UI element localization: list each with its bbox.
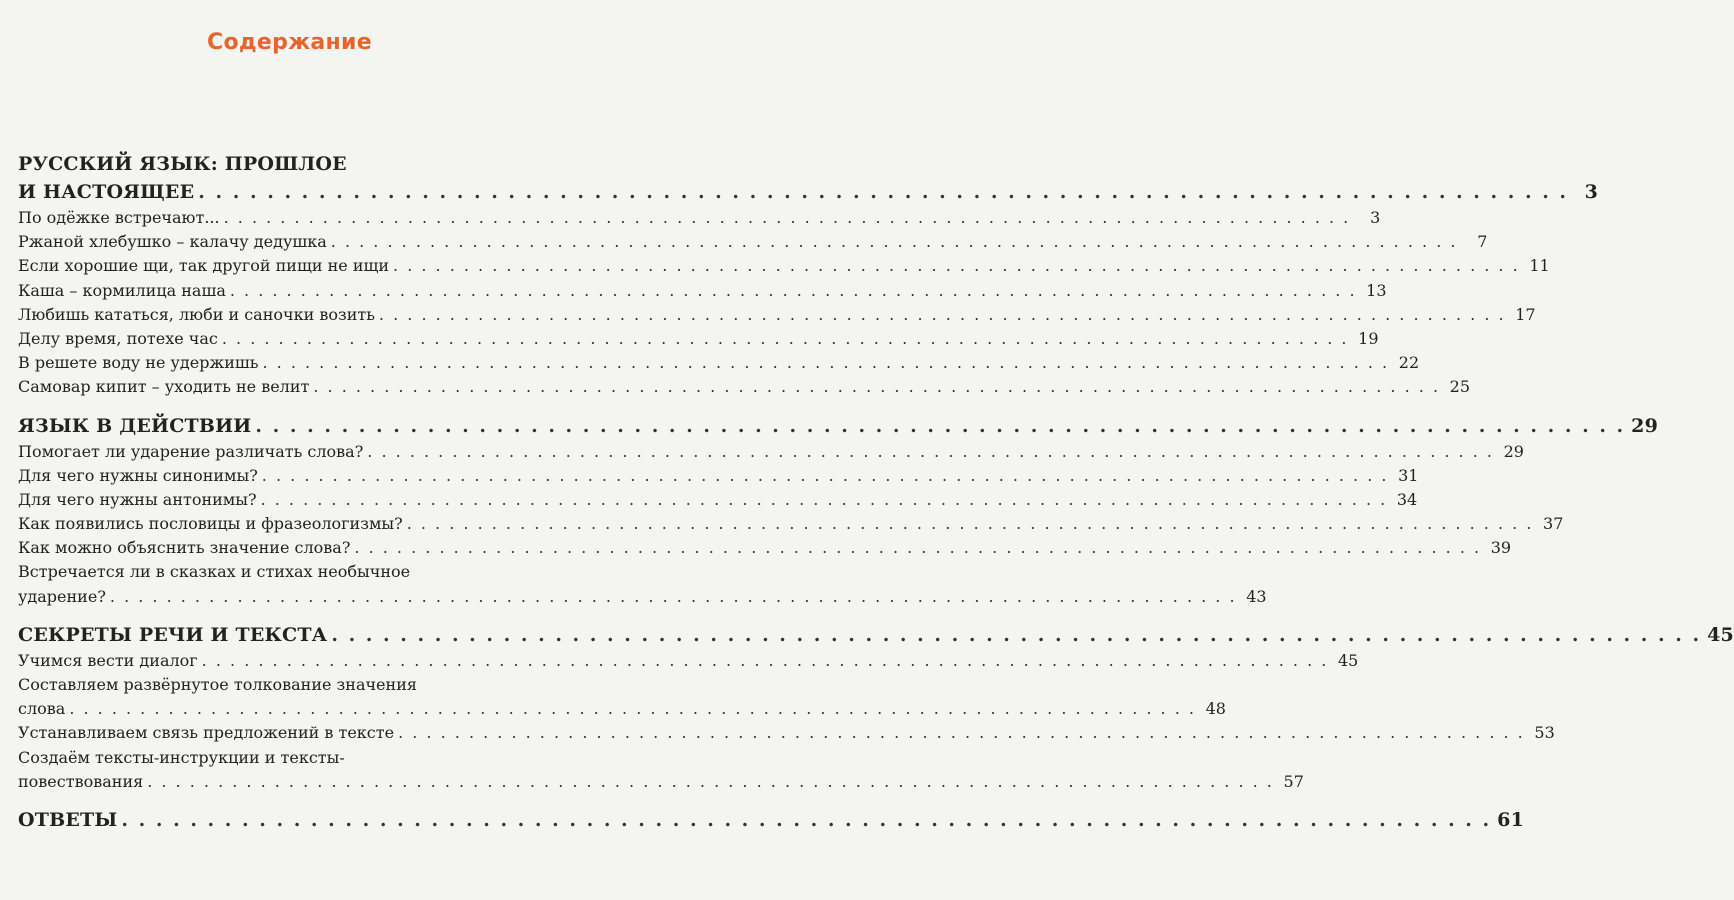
toc-item-page: 37 <box>1543 514 1564 534</box>
toc-item-text: ударение? <box>18 586 106 606</box>
toc-item[interactable] <box>18 279 1387 303</box>
toc-item[interactable] <box>18 327 1379 351</box>
toc-item[interactable] <box>18 440 1524 464</box>
leader-dots: . . . . . . . . . . . . . . . . . . . . . . . . . . . . . . . . . . . . . . . . . . . . . . . . . . . . . . . . . . . . . . . . . . . . . . . . . . . . . . . . <box>393 256 1520 276</box>
toc-item-text: В решете воду не удержишь <box>18 353 259 373</box>
leader-dots: . . . . . . . . . . . . . . . . . . . . . . . . . . . . . . . . . . . . . . . . . . . . . . . . . . . . . . . . . . . . . . . . . . . . . . . . . . . . . . . . <box>121 808 1492 831</box>
page-title: Содержание <box>207 30 372 55</box>
toc-item-page: 34 <box>1396 489 1418 509</box>
toc-item-page: 31 <box>1398 465 1419 485</box>
toc-item[interactable] <box>18 303 1536 327</box>
leader-dots: . . . . . . . . . . . . . . . . . . . . . . . . . . . . . . . . . . . . . . . . . . . . . . . . . . . . . . . . . . . . . . . . . . . . . . . . . . . . . . . . <box>262 353 1390 373</box>
toc-item-text: слова <box>18 699 66 719</box>
toc-item-page: 13 <box>1366 280 1387 300</box>
toc-item[interactable] <box>18 512 1564 536</box>
leader-dots: . . . . . . . . . . . . . . . . . . . . . . . . . . . . . . . . . . . . . . . . . . . . . . . . . . . . . . . . . . . . . . . . . . . . . . . . . . . . . . . . <box>201 650 1329 670</box>
toc-item-text: Самовар кипит – уходить не велит <box>18 377 310 397</box>
section-title-text: РУССКИЙ ЯЗЫК: ПРОШЛОЕ <box>18 153 347 175</box>
toc-item-page: 48 <box>1205 699 1226 719</box>
leader-dots: . . . . . . . . . . . . . . . . . . . . . . . . . . . . . . . . . . . . . . . . . . . . . . . . . . . . . . . . . . . . . . . . . . . . . . . . . . . . . . . . <box>261 465 1389 485</box>
toc-item[interactable] <box>18 721 1555 745</box>
toc-item[interactable] <box>18 697 1226 721</box>
leader-dots: . . . . . . . . . . . . . . . . . . . . . . . . . . . . . . . . . . . . . . . . . . . . . . . . . . . . . . . . . . . . . . . . . . . . . . . . . . . . . . . . <box>378 304 1506 324</box>
section-title[interactable] <box>18 412 1659 440</box>
leader-dots: . . . . . . . . . . . . . . . . . . . . . . . . . . . . . . . . . . . . . . . . . . . . . . . . . . . . . . . . . . . . . . . . . . . . . . . . . . . . . . . . <box>367 441 1494 461</box>
table-of-contents <box>18 150 1734 834</box>
toc-item-page: 3 <box>1370 208 1381 227</box>
leader-dots: . . . . . . . . . . . . . . . . . . . . . . . . . . . . . . . . . . . . . . . . . . . . . . . . . . . . . . . . . . . . . . . . . . . . . . . . . . . . . . . . <box>313 377 1441 397</box>
leader-dots: . . . . . . . . . . . . . . . . . . . . . . . . . . . . . . . . . . . . . . . . . . . . . . . . . . . . . . . . . . . . . . . . . . . . . . . . . . . . . . . . <box>331 623 1702 646</box>
leader-dots: . . . . . . . . . . . . . . . . . . . . . . . . . . . . . . . . . . . . . . . . . . . . . . . . . . . . . . . . . . . . . . . . . . . . . . . . . . . . . . . . <box>223 208 1351 227</box>
section-title-page: 61 <box>1497 808 1524 831</box>
section-title-text: ОТВЕТЫ <box>18 808 118 831</box>
leader-dots: . . . . . . . . . . . . . . . . . . . . . . . . . . . . . . . . . . . . . . . . . . . . . . . . . . . . . . . . . . . . . . . . . . . . . . . . . . . . . . . . <box>109 586 1237 606</box>
toc-item[interactable] <box>18 206 1381 230</box>
toc-item[interactable] <box>18 649 1359 673</box>
toc-item-text: Любишь кататься, люби и саночки возить <box>18 304 375 324</box>
toc-item[interactable] <box>18 770 1304 794</box>
toc-item-text: Делу время, потехе час <box>18 328 218 348</box>
section-title[interactable] <box>18 178 1599 206</box>
section-title[interactable] <box>18 621 1734 649</box>
toc-item-text: Устанавливаем связь предложений в тексте <box>18 723 395 743</box>
toc-item[interactable] <box>18 536 1512 560</box>
toc-item-text: По одёжке встречают... <box>18 208 220 227</box>
toc-item[interactable] <box>18 464 1419 488</box>
toc-item-text: Как появились пословицы и фразеологизмы? <box>18 514 403 534</box>
toc-item-page: 11 <box>1529 256 1550 276</box>
toc-item-page: 43 <box>1246 586 1267 606</box>
toc-item-text: Учимся вести диалог <box>18 650 198 670</box>
toc-item-line: Встречается ли в сказках и стихах необычное <box>18 562 411 582</box>
section-title-line <box>18 150 558 178</box>
leader-dots: . . . . . . . . . . . . . . . . . . . . . . . . . . . . . . . . . . . . . . . . . . . . . . . . . . . . . . . . . . . . . . . . . . . . . . . . . . . . . . . . <box>221 328 1349 348</box>
toc-item-text: Каша – кормилица наша <box>18 280 226 300</box>
section-gap <box>18 609 558 621</box>
toc-item[interactable] <box>18 230 1488 254</box>
leader-dots: . . . . . . . . . . . . . . . . . . . . . . . . . . . . . . . . . . . . . . . . . . . . . . . . . . . . . . . . . . . . . . . . . . . . . . . . . . . . . . . . <box>354 538 1482 558</box>
section-title[interactable] <box>18 806 1524 834</box>
toc-item-page: 19 <box>1358 328 1379 348</box>
toc-item-text: повествования <box>18 771 144 791</box>
toc-item[interactable] <box>18 254 1550 278</box>
toc-item-text: Помогает ли ударение различать слова? <box>18 441 364 461</box>
toc-item-page: 57 <box>1283 771 1304 791</box>
toc-item-text: Если хорошие щи, так другой пищи не ищи <box>18 256 390 276</box>
leader-dots: . . . . . . . . . . . . . . . . . . . . . . . . . . . . . . . . . . . . . . . . . . . . . . . . . . . . . . . . . . . . . . . . . . . . . . . . . . . . . . . . <box>147 771 1274 791</box>
toc-item[interactable] <box>18 585 1267 609</box>
toc-item-line: Составляем развёрнутое толкование значения <box>18 675 417 694</box>
section-title-page: 45 <box>1707 623 1734 646</box>
toc-item-page: 17 <box>1515 304 1536 324</box>
toc-item-page: 7 <box>1477 232 1488 252</box>
leader-dots: . . . . . . . . . . . . . . . . . . . . . . . . . . . . . . . . . . . . . . . . . . . . . . . . . . . . . . . . . . . . . . . . . . . . . . . . . . . . . . . . <box>229 280 1357 300</box>
toc-item-page: 29 <box>1503 441 1524 461</box>
toc-item-line: Создаём тексты-инструкции и тексты- <box>18 747 345 767</box>
section-title-page: 29 <box>1631 414 1659 437</box>
leader-dots: . . . . . . . . . . . . . . . . . . . . . . . . . . . . . . . . . . . . . . . . . . . . . . . . . . . . . . . . . . . . . . . . . . . . . . . . . . . . . . . . <box>398 723 1525 743</box>
leader-dots: . . . . . . . . . . . . . . . . . . . . . . . . . . . . . . . . . . . . . . . . . . . . . . . . . . . . . . . . . . . . . . . . . . . . . . . . . . . . . . . . <box>406 514 1534 534</box>
section-title-text: СЕКРЕТЫ РЕЧИ И ТЕКСТА <box>18 623 328 646</box>
toc-item-text: Ржаной хлебушко – калачу дедушка <box>18 232 327 252</box>
toc-item[interactable] <box>18 351 1420 375</box>
toc-item[interactable] <box>18 488 1418 512</box>
toc-item-text: Для чего нужны синонимы? <box>18 465 258 485</box>
section-gap <box>18 400 558 412</box>
section-title-text: ЯЗЫК В ДЕЙСТВИИ <box>18 414 252 437</box>
toc-item-page: 25 <box>1449 377 1471 397</box>
leader-dots: . . . . . . . . . . . . . . . . . . . . . . . . . . . . . . . . . . . . . . . . . . . . . . . . . . . . . . . . . . . . . . . . . . . . . . . . . . . . . . . . <box>69 699 1196 719</box>
toc-item-page: 45 <box>1337 650 1359 670</box>
leader-dots: . . . . . . . . . . . . . . . . . . . . . . . . . . . . . . . . . . . . . . . . . . . . . . . . . . . . . . . . . . . . . . . . . . . . . . . . . . . . . . . . <box>255 414 1626 437</box>
toc-item-page: 39 <box>1490 538 1512 558</box>
leader-dots: . . . . . . . . . . . . . . . . . . . . . . . . . . . . . . . . . . . . . . . . . . . . . . . . . . . . . . . . . . . . . . . . . . . . . . . . . . . . . . . . <box>198 181 1569 203</box>
toc-item-page: 22 <box>1398 353 1420 373</box>
section-title-text: И НАСТОЯЩЕЕ <box>18 181 195 203</box>
toc-item-text: Для чего нужны антонимы? <box>18 489 257 509</box>
toc-item-text: Как можно объяснить значение слова? <box>18 538 351 558</box>
leader-dots: . . . . . . . . . . . . . . . . . . . . . . . . . . . . . . . . . . . . . . . . . . . . . . . . . . . . . . . . . . . . . . . . . . . . . . . . . . . . . . . . <box>260 489 1388 509</box>
leader-dots: . . . . . . . . . . . . . . . . . . . . . . . . . . . . . . . . . . . . . . . . . . . . . . . . . . . . . . . . . . . . . . . . . . . . . . . . . . . . . . . . <box>330 232 1458 252</box>
toc-item[interactable] <box>18 375 1471 399</box>
toc-item-page: 53 <box>1534 723 1555 743</box>
section-gap <box>18 794 558 806</box>
section-title-page: 3 <box>1584 181 1599 203</box>
